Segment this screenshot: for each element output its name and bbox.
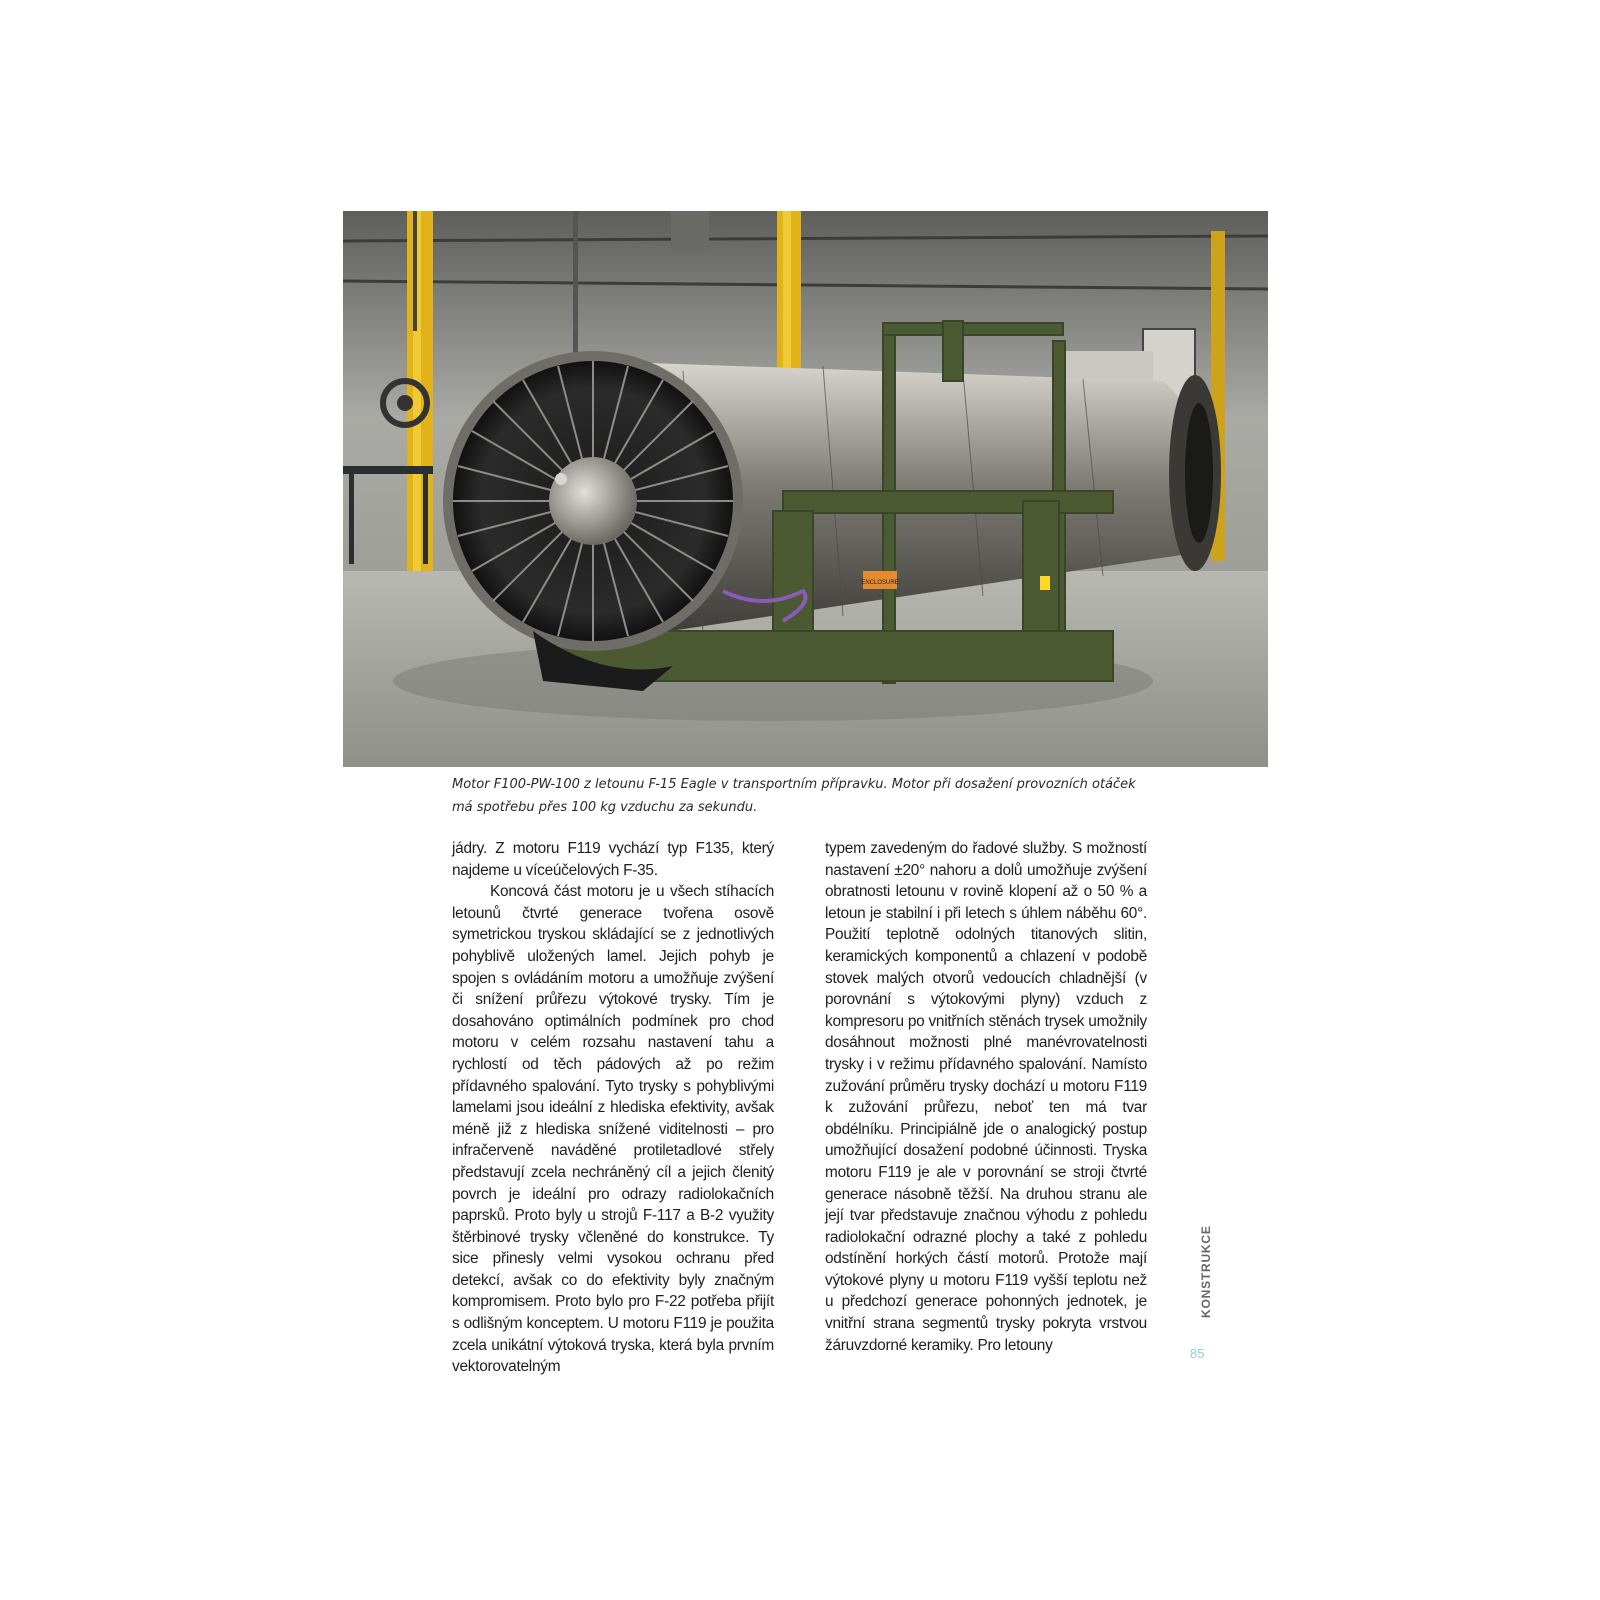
- page-number: 85: [1190, 1346, 1205, 1361]
- paragraph: Koncová část motoru je u všech stíhacích letounů čtvrté generace tvořena osově symetrickou tryskou skládající se z jednotlivých pohyblivě uložených lamel. Jejich pohyb je spojen s ovládáním motoru a umožňuje zvýšení či snížení průřezu výtokové trysky. Tím je dosahováno optimálních podmínek pro chod motoru v celém rozsahu nastavení tahu a rychlostí od těch pádových až po režim přídavného spalování. Tyto trysky s pohyblivými lamelami jsou ideální z hlediska efektivity, avšak méně již z hlediska snížené viditelnosti – pro infračerveně naváděné protiletadlové střely představují zcela nechráněný cíl a jejich členitý povrch je ideální pro odrazy radiolokačních paprsků. Proto byly u strojů F-117 a B-2 využity štěrbinové trysky včleněné do konstrukce. Ty sice přinesly velmi vysokou ochranu před detekcí, avšak co do efektivity byly značným kompromisem. Proto bylo pro F-22 potřeba přijít s odlišným konceptem. U motoru F119 je použita zcela unikátní výtoková tryska, která byla prvním vektorovatelným: [452, 883, 774, 1376]
- paragraph: typem zavedeným do řadové služby. S možností nastavení ±20° nahoru a dolů umožňuje zvýšení obratnosti letounu v rovině klopení až o 50 % a letoun je stabilní i při letech s úhlem náběhu 60°. Použití teplotně odolných titanových slitin, keramických komponentů a chlazení v podobě stovek malých otvorů vedoucích chladnější (v porovnání s výtokovými plyny) vzduch z kompresoru po vnitřních stěnách trysek umožnily dosáhnout možnosti plné manévrovatelnosti trysky i v režimu přídavného spalování. Namísto zužování průměru trysky dochází u motoru F119 k zužování průřezu, neboť ten má tvar obdélníku. Principiálně jde o analogický postup umožňující dosažení podobné účinnosti. Tryska motoru F119 je ale v porovnání se stroji čtvrté generace násobně těžší. Na druhou stranu ale její tvar představuje značnou výhodu z pohledu radiolokační odrazné plochy a také z pohledu odstínění horkých částí motorů. Protože mají výtokové plyny u motoru F119 vyšší teplotu než u předchozí generace pohonných jednotek, je vnitřní strana segmentů trysky pokryta vrstvou žáruvzdorné keramiky. Pro letouny: [825, 840, 1147, 1354]
- photo-caption: Motor F100-PW-100 z letounu F-15 Eagle v transportním přípravku. Motor při dosažení provozních otáček má spotřebu přes 100 kg vzduchu za sekundu.: [452, 777, 1136, 815]
- engine-photo: [343, 211, 1268, 767]
- paragraph: jádry. Z motoru F119 vychází typ F135, který najdeme u víceúčelových F-35.: [452, 840, 774, 879]
- enclosure-sticker: ENCLOSURE: [861, 580, 899, 586]
- text-column-right: [825, 838, 1147, 1356]
- text-column-left: [452, 838, 774, 1378]
- section-label: KONSTRUKCE: [1199, 1225, 1213, 1318]
